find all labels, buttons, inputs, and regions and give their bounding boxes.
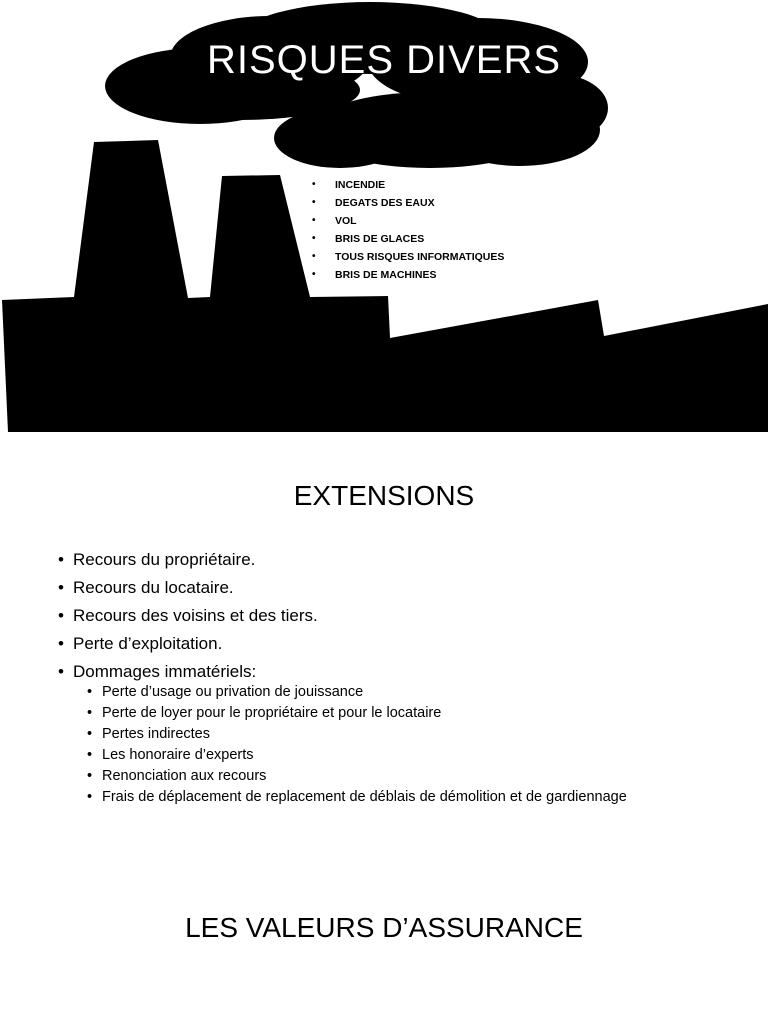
bullet-icon: • bbox=[87, 684, 93, 700]
slide-extensions bbox=[0, 440, 768, 880]
extension-label: Recours du locataire. bbox=[73, 578, 234, 597]
sub-item-label: Les honoraire d’experts bbox=[102, 747, 254, 763]
bullet-icon: • bbox=[58, 662, 64, 681]
sub-item-label: Pertes indirectes bbox=[102, 726, 210, 742]
bullet-icon: • bbox=[312, 197, 316, 208]
slide-title-extensions: EXTENSIONS bbox=[293, 480, 475, 511]
extension-label: Recours des voisins et des tiers. bbox=[73, 606, 318, 625]
bullet-icon: • bbox=[87, 768, 93, 784]
sub-item-label: Frais de déplacement de replacement de déblais de démolition et de gardiennage bbox=[102, 789, 627, 805]
list-item bbox=[310, 212, 504, 230]
bullet-icon: • bbox=[312, 251, 316, 262]
extension-label: Recours du propriétaire. bbox=[73, 550, 256, 569]
slide-title-valeurs-assurance: LES VALEURS D’ASSURANCE bbox=[185, 912, 583, 943]
sub-list-item bbox=[87, 745, 627, 766]
bullet-icon: • bbox=[312, 215, 316, 226]
sub-item-label: Renonciation aux recours bbox=[102, 768, 267, 784]
bullet-icon: • bbox=[58, 578, 64, 597]
sub-item-label: Perte de loyer pour le propriétaire et pour le locataire bbox=[102, 705, 442, 721]
slide-risques-divers bbox=[0, 0, 768, 440]
risk-label: BRIS DE GLACES bbox=[335, 233, 425, 245]
list-item bbox=[58, 574, 318, 602]
immaterial-damages-sublist bbox=[87, 682, 627, 808]
bullet-icon: • bbox=[58, 606, 64, 625]
risk-label: INCENDIE bbox=[335, 179, 386, 191]
extension-label: Perte d’exploitation. bbox=[73, 634, 223, 653]
slide-valeurs-assurance bbox=[0, 880, 768, 1024]
risk-label: VOL bbox=[335, 215, 357, 227]
extensions-list bbox=[58, 546, 318, 686]
sub-list-item bbox=[87, 787, 627, 808]
bullet-icon: • bbox=[312, 233, 316, 244]
list-item bbox=[58, 602, 318, 630]
sub-list-item bbox=[87, 766, 627, 787]
list-item bbox=[58, 630, 318, 658]
risks-list bbox=[310, 176, 504, 284]
risk-label: TOUS RISQUES INFORMATIQUES bbox=[335, 251, 505, 263]
list-item bbox=[310, 266, 504, 284]
bullet-icon: • bbox=[58, 634, 64, 653]
list-item bbox=[310, 230, 504, 248]
bullet-icon: • bbox=[87, 726, 93, 742]
extension-label: Dommages immatériels: bbox=[73, 662, 257, 681]
slide-title-risques-divers: RISQUES DIVERS bbox=[206, 38, 562, 82]
risk-label: DEGATS DES EAUX bbox=[335, 197, 435, 209]
list-item bbox=[58, 546, 318, 574]
risk-label: BRIS DE MACHINES bbox=[335, 269, 437, 281]
list-item bbox=[310, 194, 504, 212]
sub-list-item bbox=[87, 682, 627, 703]
bullet-icon: • bbox=[87, 705, 93, 721]
sub-item-label: Perte d’usage ou privation de jouissance bbox=[102, 684, 364, 700]
sub-list-item bbox=[87, 703, 627, 724]
bullet-icon: • bbox=[312, 179, 316, 190]
bullet-icon: • bbox=[87, 789, 93, 805]
sub-list-item bbox=[87, 724, 627, 745]
list-item bbox=[310, 248, 504, 266]
list-item bbox=[310, 176, 504, 194]
bullet-icon: • bbox=[87, 747, 93, 763]
bullet-icon: • bbox=[58, 550, 64, 569]
bullet-icon: • bbox=[312, 269, 316, 280]
